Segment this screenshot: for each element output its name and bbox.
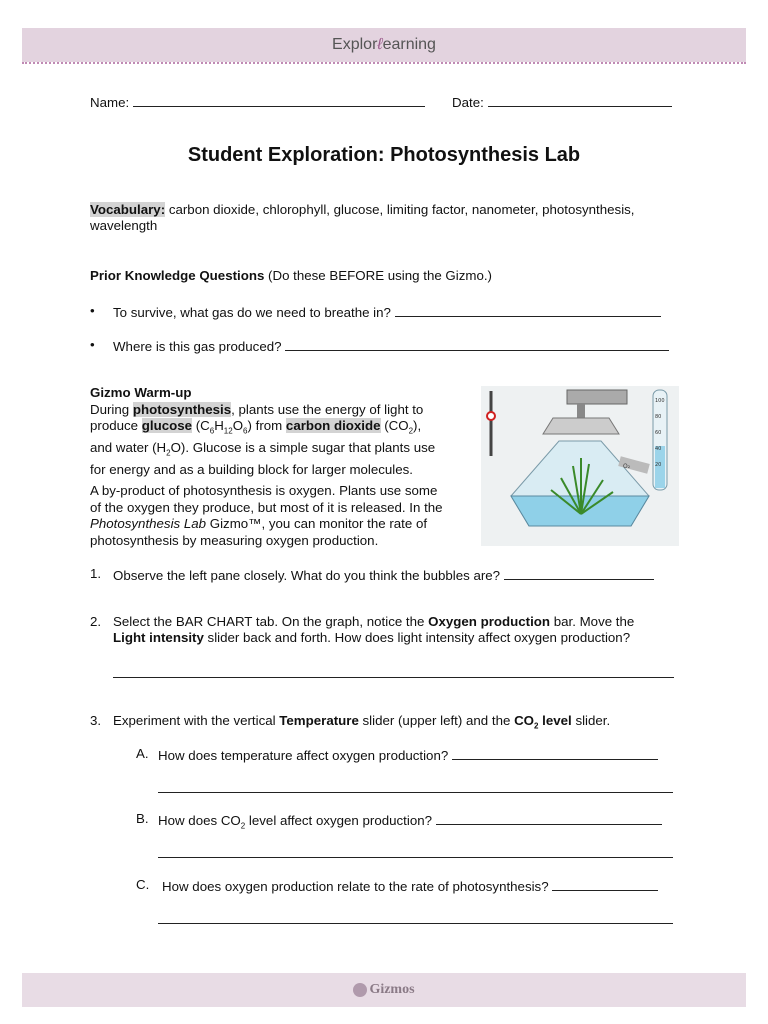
explorelearning-header xyxy=(22,28,746,62)
question-3b xyxy=(158,811,662,831)
bullet-icon: • xyxy=(90,303,95,318)
prior-heading: Prior Knowledge Questions xyxy=(90,268,265,283)
warmup-paragraph-2 xyxy=(90,483,470,549)
warmup-heading: Gizmo Warm-up xyxy=(90,385,192,400)
brand-left: Explor xyxy=(332,36,378,53)
question-3a-answer-line[interactable] xyxy=(158,792,673,793)
temperature-slider-handle xyxy=(487,412,495,420)
question-3b-text: How does CO xyxy=(158,813,241,828)
question-2 xyxy=(113,614,693,646)
prior-note: (Do these BEFORE using the Gizmo.) xyxy=(264,268,492,283)
question-2-text: slider back and forth. How does light intensity affect oxygen production? xyxy=(203,630,631,645)
warmup-text: H xyxy=(214,418,224,433)
subscript: 6 xyxy=(209,426,215,436)
gizmo-name: Photosynthesis Lab xyxy=(90,516,207,531)
name-field[interactable] xyxy=(90,93,425,110)
question-3c-answer-line[interactable] xyxy=(158,923,673,924)
warmup-text: O). Glucose is a simple sugar that plants use xyxy=(170,440,436,456)
question-3b-answer-line[interactable] xyxy=(158,857,673,858)
question-3a-letter: A. xyxy=(136,746,149,761)
subscript: 2 xyxy=(240,821,246,831)
question-3b-text: level affect oxygen production? xyxy=(245,813,433,828)
warmup-text: produce xyxy=(90,418,142,433)
footer-brand: Gizmos xyxy=(369,982,415,997)
brand-logo-icon: ℓ xyxy=(377,36,383,53)
prior-q1-blank[interactable] xyxy=(395,303,661,317)
brand-right: earning xyxy=(382,36,436,53)
warmup-text: ) from xyxy=(247,418,286,433)
question-3-text: Experiment with the vertical xyxy=(113,713,280,728)
name-label: Name: xyxy=(90,95,130,110)
term-carbon-dioxide: carbon dioxide xyxy=(285,418,381,433)
vocabulary-label: Vocabulary: xyxy=(90,202,166,217)
question-3-text: slider (upper left) and the xyxy=(358,713,515,728)
date-label: Date: xyxy=(452,95,484,110)
warmup-text: Gizmo™, you can monitor the rate of xyxy=(206,516,428,531)
prior-question-1 xyxy=(113,303,661,320)
question-2-answer-line[interactable] xyxy=(113,677,674,678)
warmup-text: , plants use the energy of light to xyxy=(231,401,424,417)
header-divider xyxy=(22,62,746,64)
photosynthesis-lab-image xyxy=(481,386,679,546)
vocabulary xyxy=(90,202,690,234)
vocabulary-terms: carbon dioxide, chlorophyll, glucose, limiting factor, nanometer, photosynthesis, xyxy=(165,202,635,217)
question-2-number: 2. xyxy=(90,614,102,629)
tube-tick: 20 xyxy=(655,462,662,468)
term-co2: CO xyxy=(514,713,535,728)
warmup-text: and water (H xyxy=(90,440,167,456)
date-blank[interactable] xyxy=(488,93,672,107)
warmup-text: photosynthesis by measuring oxygen production. xyxy=(90,532,379,548)
term-light-intensity: Light intensity xyxy=(113,630,204,645)
question-3c xyxy=(162,877,658,894)
question-3a-blank[interactable] xyxy=(452,746,658,760)
term-level: level xyxy=(538,713,572,728)
question-3a-text: How does temperature affect oxygen production? xyxy=(158,748,449,763)
term-glucose: glucose xyxy=(141,418,192,433)
vocabulary-terms-cont: wavelength xyxy=(90,218,158,233)
warmup-text: During xyxy=(90,401,133,417)
prior-q2-text: Where is this gas produced? xyxy=(113,339,282,354)
question-1-blank[interactable] xyxy=(504,566,654,580)
date-field[interactable] xyxy=(452,93,672,110)
prior-q2-blank[interactable] xyxy=(285,337,669,351)
question-3c-letter: C. xyxy=(136,877,150,892)
question-2-text: Select the BAR CHART tab. On the graph, notice the xyxy=(113,614,429,629)
page-title: Student Exploration: Photosynthesis Lab xyxy=(187,144,581,166)
lab-apparatus-icon xyxy=(481,386,679,546)
question-2-text: bar. Move the xyxy=(550,614,635,629)
tube-tick: 40 xyxy=(655,446,662,452)
name-blank[interactable] xyxy=(133,93,425,107)
prior-question-2 xyxy=(113,337,669,354)
question-1-text: Observe the left pane closely. What do you think the bubbles are? xyxy=(113,568,501,583)
warmup-text: ), xyxy=(413,418,422,433)
warmup-section xyxy=(90,385,470,479)
subscript: 12 xyxy=(223,426,233,436)
question-3c-blank[interactable] xyxy=(552,877,658,891)
prior-q1-text: To survive, what gas do we need to breathe in? xyxy=(113,305,391,320)
subscript: 2 xyxy=(408,426,414,436)
subscript: 2 xyxy=(534,721,539,731)
question-3 xyxy=(113,713,610,731)
warmup-text: A by-product of photosynthesis is oxygen. Plants use some xyxy=(90,483,438,498)
warmup-text: O xyxy=(232,418,244,433)
tube-tick: 60 xyxy=(655,430,662,436)
term-oxygen-production: Oxygen production xyxy=(428,614,551,629)
term-photosynthesis: photosynthesis xyxy=(132,401,232,417)
bullet-icon: • xyxy=(90,337,95,352)
warmup-text: for energy and as a building block for larger molecules. xyxy=(90,462,413,478)
prior-knowledge-heading xyxy=(90,268,492,283)
question-3b-letter: B. xyxy=(136,811,149,826)
warmup-text: (C xyxy=(192,418,210,433)
subscript: 2 xyxy=(166,448,171,458)
tube-tick: 100 xyxy=(655,398,665,404)
gizmos-logo-icon xyxy=(353,983,367,997)
question-3b-blank[interactable] xyxy=(436,811,662,825)
term-temperature: Temperature xyxy=(279,713,359,728)
question-1 xyxy=(113,566,654,583)
question-3a xyxy=(158,746,658,763)
question-3-text: slider. xyxy=(571,713,611,728)
warmup-text: (CO xyxy=(380,418,409,433)
subscript: 6 xyxy=(243,426,248,436)
warmup-text: of the oxygen they produce, but most of it is released. In the xyxy=(90,499,443,515)
question-3c-text: How does oxygen production relate to the rate of photosynthesis? xyxy=(162,879,549,894)
gizmos-footer xyxy=(22,973,746,1007)
question-1-number: 1. xyxy=(90,566,102,581)
tube-tick: 80 xyxy=(655,414,662,420)
vessel-label: O₂ xyxy=(623,463,631,470)
question-3-number: 3. xyxy=(90,713,102,728)
